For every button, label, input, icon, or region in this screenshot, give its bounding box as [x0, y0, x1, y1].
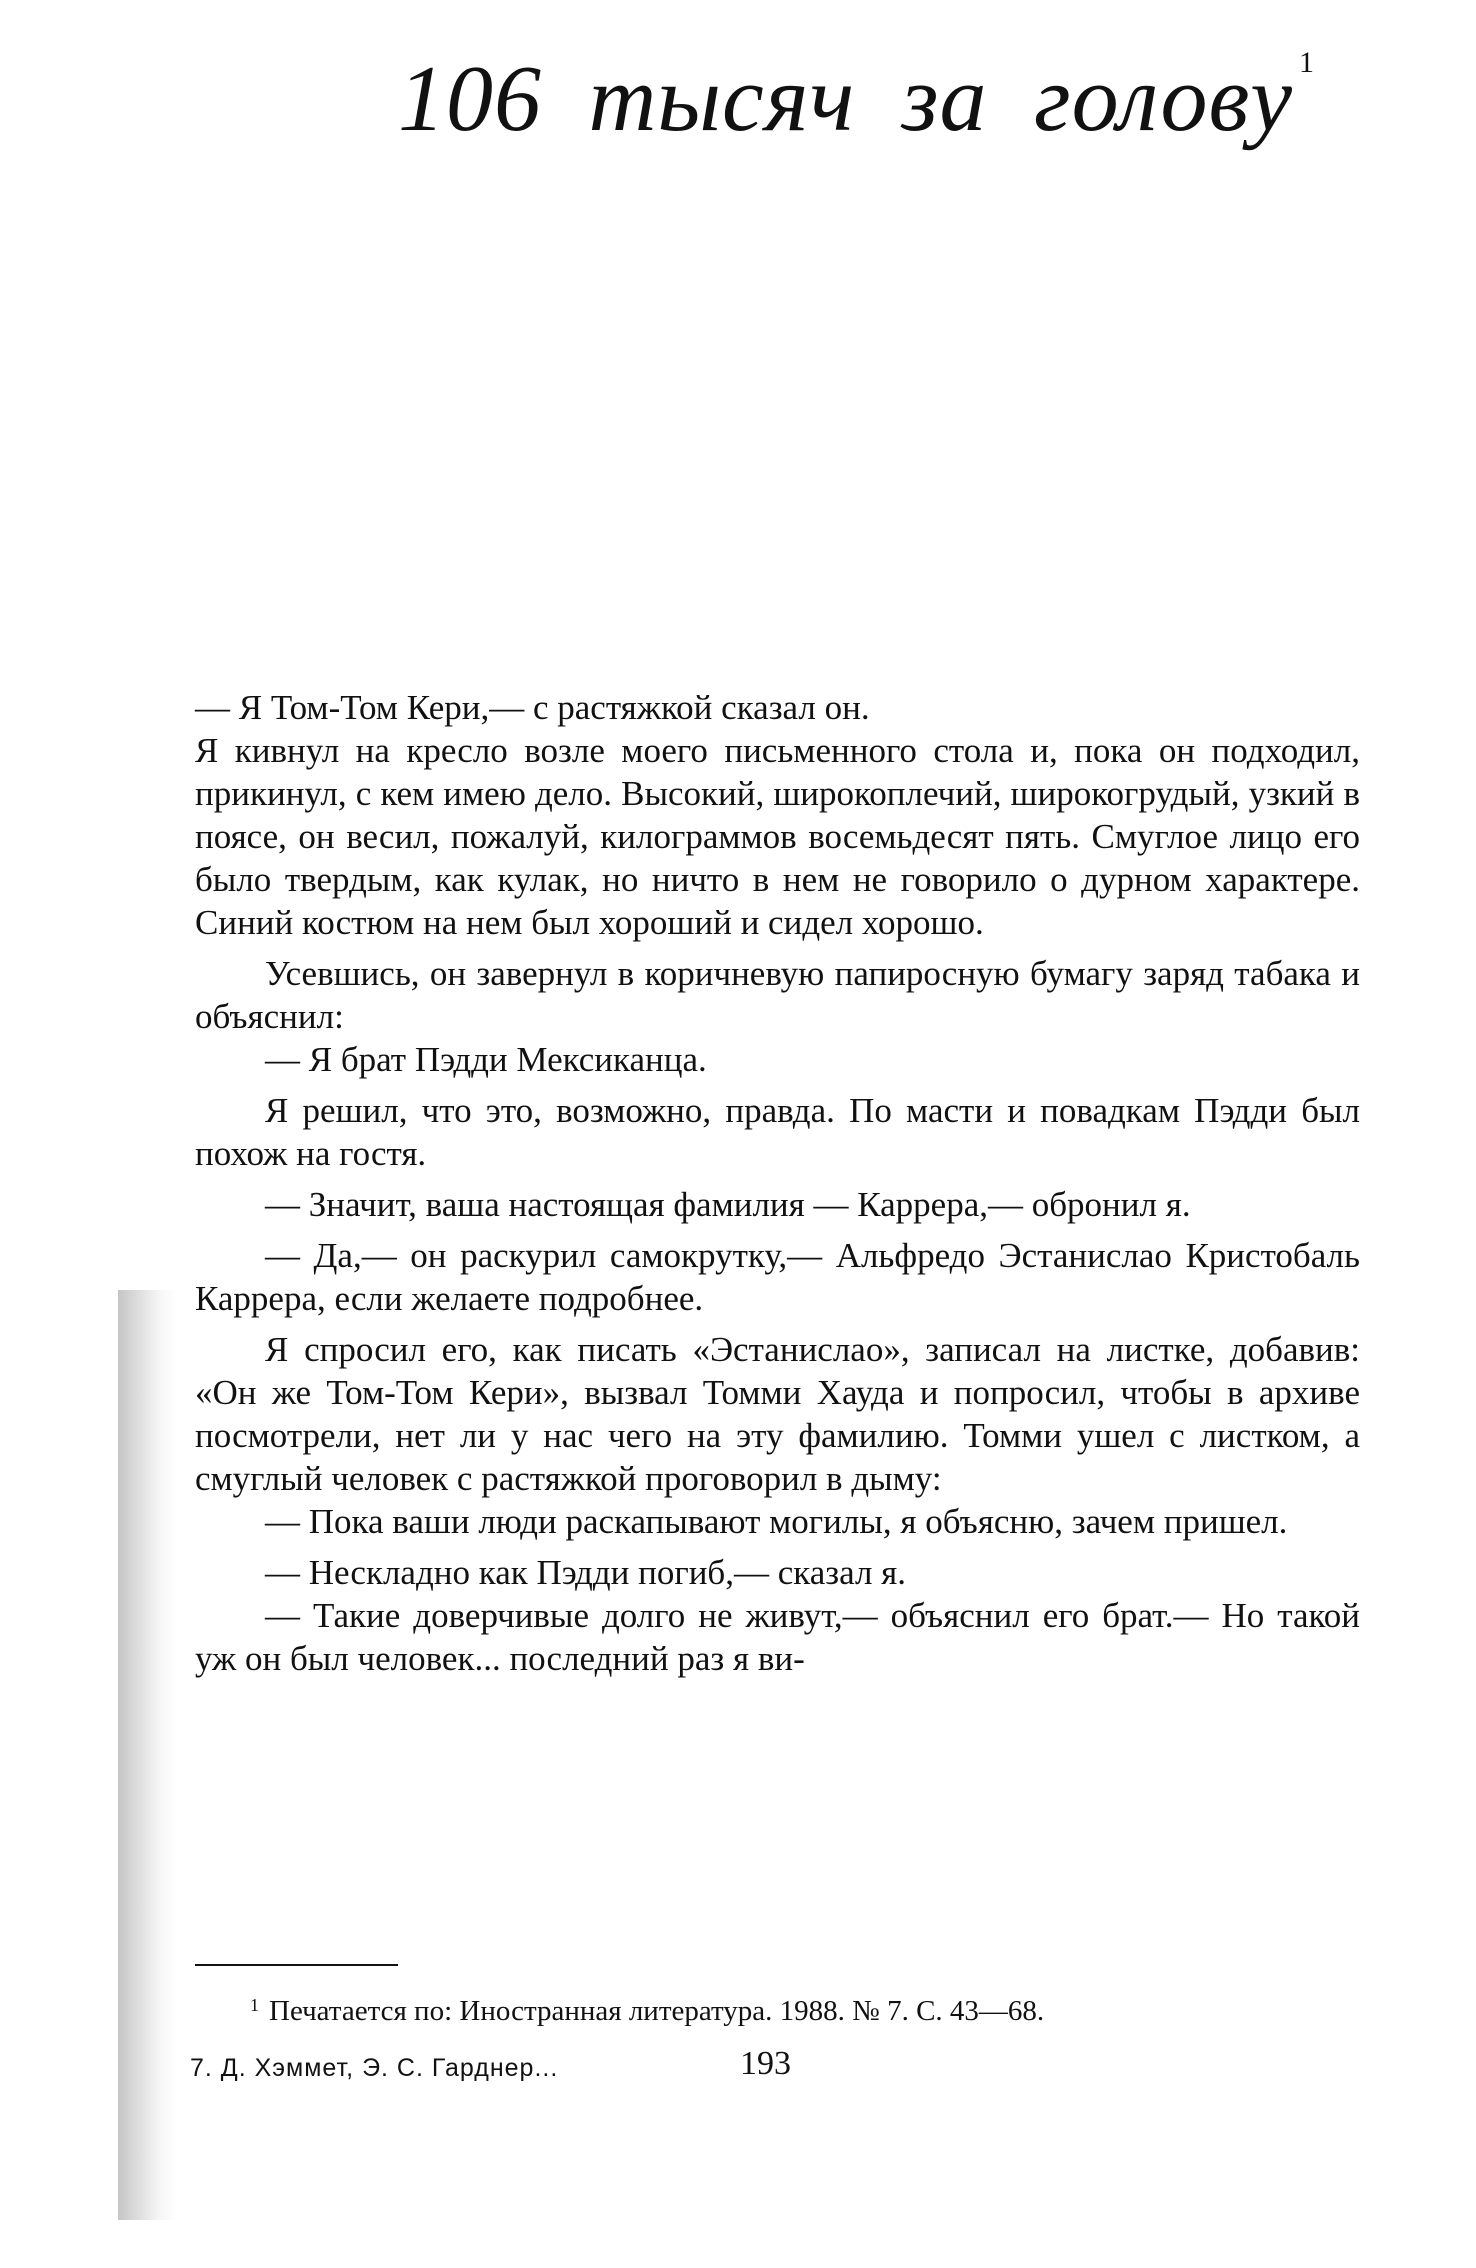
- title-text: 106 тысяч за голову: [398, 47, 1293, 151]
- paragraph-7: — Да,— он раскурил самокрутку,— Альфредо Эстанислао Кристобаль Каррера, если желаете подробнее.: [195, 1236, 1360, 1318]
- paragraph-8: Я спросил его, как писать «Эстанислао», записал на листке, добавив: «Он же Том-Том Кери», вызвал Томми Хауда и попросил, чтобы в архиве посмотрели, нет ли у нас чего на эту фамилию. Томми ушел с листком, а смуглый человек с растяжкой проговорил в дыму:: [195, 1330, 1360, 1498]
- page-title: [398, 46, 1315, 151]
- paragraph-2: Я кивнул на кресло возле моего письменного стола и, пока он подходил, прикинул, с кем имею дело. Высокий, широкоплечий, широкогрудый, узкий в поясе, он весил, пожалуй, килограммов восемьдесят пять. Смуглое лицо его было твердым, как кулак, но ничто в нем не говорило о дурном характере. Синий костюм на нем был хороший и сидел хорошо.: [195, 731, 1360, 942]
- paragraph-9: — Пока ваши люди раскапывают могилы, я объясню, зачем пришел.: [265, 1502, 1288, 1541]
- paragraph-5: Я решил, что это, возможно, правда. По масти и повадкам Пэдди был похож на гостя.: [195, 1091, 1360, 1173]
- paragraph-4: — Я брат Пэдди Мексиканца.: [265, 1040, 707, 1079]
- printer-signature: 7. Д. Хэммет, Э. С. Гарднер...: [190, 2054, 559, 2082]
- title-footnote-mark: 1: [1298, 46, 1315, 79]
- paragraph-11: — Такие доверчивые долго не живут,— объяснил его брат.— Но такой уж он был человек... последний раз я ви-: [195, 1596, 1360, 1678]
- body-text: [195, 686, 1360, 1680]
- page-number: 193: [740, 2045, 791, 2082]
- paragraph-1: — Я Том-Том Кери,— с растяжкой сказал он.: [195, 688, 870, 727]
- footnote-divider: [195, 1964, 398, 1966]
- footnote: [250, 1995, 1044, 2028]
- footnote-mark: 1: [250, 1995, 259, 2015]
- footnote-text: Печатается по: Иностранная литература. 1988. № 7. С. 43—68.: [269, 1995, 1045, 2027]
- paragraph-3: Усевшись, он завернул в коричневую папиросную бумагу заряд табака и объяснил:: [195, 954, 1360, 1036]
- paragraph-6: — Значит, ваша настоящая фамилия — Каррера,— обронил я.: [265, 1185, 1191, 1224]
- paragraph-10: — Нескладно как Пэдди погиб,— сказал я.: [265, 1553, 907, 1592]
- page-edge-shadow: [118, 1290, 178, 2220]
